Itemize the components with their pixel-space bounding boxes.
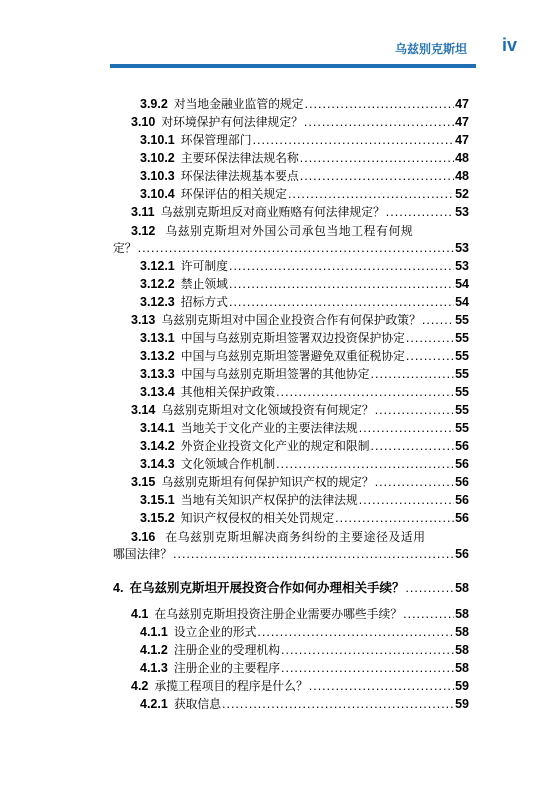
toc-title: 外资企业投资文化产业的规定和限制 <box>180 439 370 453</box>
toc-leader <box>403 606 454 623</box>
toc-page: 58 <box>455 581 469 595</box>
toc-entry-3-12-1[interactable] <box>140 258 469 275</box>
toc-leader <box>371 366 455 383</box>
toc-leader <box>405 580 454 597</box>
toc-page: 59 <box>455 697 469 711</box>
toc-number: 4.1 <box>131 607 149 621</box>
toc-number: 3.10.3 <box>140 169 175 183</box>
toc-entry-3-13-2[interactable] <box>140 348 469 365</box>
toc-entry-3-13-4[interactable] <box>140 384 469 401</box>
toc-title: 设立企业的形式 <box>173 625 257 639</box>
toc-title: 获取信息 <box>173 697 222 711</box>
toc-title: 注册企业的受理机构 <box>173 643 280 657</box>
toc-number: 3.15.1 <box>140 493 175 507</box>
toc-title: 知识产权侵权的相关处罚规定 <box>180 511 335 525</box>
toc-title: 主要环保法律法规名称 <box>180 151 299 165</box>
toc-number: 3.10.2 <box>140 151 175 165</box>
toc-page: 58 <box>455 643 469 657</box>
toc-page: 47 <box>455 115 469 129</box>
toc-number: 3.12.3 <box>140 295 175 309</box>
toc-number: 3.15.2 <box>140 511 175 525</box>
toc-number: 3.12.2 <box>140 277 175 291</box>
toc-leader <box>281 660 454 677</box>
toc-entry-3-15[interactable] <box>131 474 469 491</box>
toc-number: 3.11 <box>131 205 155 219</box>
toc-title: 乌兹别克斯坦反对商业贿赂有何法律规定？ <box>160 205 385 219</box>
toc-leader <box>386 204 454 221</box>
toc-page: 58 <box>455 625 469 639</box>
toc-number: 3.13.1 <box>140 331 175 345</box>
toc-entry-3-12-2[interactable] <box>140 276 469 293</box>
toc-title: 招标方式 <box>180 295 228 309</box>
toc-number: 3.9.2 <box>140 97 168 111</box>
toc-title: 在乌兹别克斯坦开展投资合作如何办理相关手续？ <box>129 581 405 595</box>
toc-number: 4.2.1 <box>140 697 168 711</box>
toc-entry-3-14-3[interactable] <box>140 456 469 473</box>
toc-page: 56 <box>455 457 469 471</box>
toc-leader <box>300 168 454 185</box>
toc-entry-4-1[interactable] <box>131 606 469 623</box>
toc-entry-3-13-1[interactable] <box>140 330 469 347</box>
toc-leader <box>422 312 454 329</box>
toc-leader <box>173 546 454 563</box>
toc-title: 许可制度 <box>180 259 228 273</box>
toc-leader <box>229 294 454 311</box>
toc-page: 54 <box>455 277 469 291</box>
toc-leader <box>309 678 454 695</box>
toc-leader <box>276 384 454 401</box>
toc-page: 53 <box>455 205 469 219</box>
toc-entry-4-1-3[interactable] <box>140 660 469 677</box>
toc-number: 3.12 <box>131 224 156 238</box>
toc-leader <box>304 114 454 131</box>
toc-entry-3-13[interactable] <box>131 312 469 329</box>
toc-page: 48 <box>455 151 469 165</box>
toc-entry-4-2[interactable] <box>131 678 469 695</box>
toc-entry-4-1-2[interactable] <box>140 642 469 659</box>
toc-title: 在乌兹别克斯坦解决商务纠纷的主要途径及适用 <box>165 530 426 544</box>
toc-page: 55 <box>455 331 469 345</box>
toc-title: 中国与乌兹别克斯坦签署避免双重征税协定 <box>180 349 405 363</box>
toc-number: 3.16 <box>131 530 156 544</box>
toc-entry-3-9-2[interactable] <box>140 96 469 113</box>
toc-number: 3.14.1 <box>140 421 175 435</box>
toc-entry-3-14-1[interactable] <box>140 420 469 437</box>
toc-leader <box>359 492 454 509</box>
toc-title: 承揽工程项目的程序是什么？ <box>154 679 308 693</box>
toc-leader <box>371 438 455 455</box>
toc-title-continued: 定？ <box>113 241 137 255</box>
toc-number: 3.13.3 <box>140 367 175 381</box>
toc-number: 4.2 <box>131 679 149 693</box>
toc-number: 3.10.1 <box>140 133 175 147</box>
toc-title: 在乌兹别克斯坦投资注册企业需要办哪些手续？ <box>154 607 403 621</box>
toc-leader <box>375 402 454 419</box>
toc-number: 3.15 <box>131 475 156 489</box>
toc-number: 3.13.2 <box>140 349 175 363</box>
toc-entry-chapter-4[interactable] <box>113 580 469 597</box>
page-number: iv <box>501 35 517 55</box>
toc-number: 4.1.3 <box>140 661 168 675</box>
toc-entry-3-15-1[interactable] <box>140 492 469 509</box>
toc-entry-3-16[interactable] <box>113 546 469 563</box>
toc-number: 3.13.4 <box>140 385 175 399</box>
toc-leader <box>229 276 454 293</box>
toc-number: 3.10 <box>131 115 156 129</box>
toc-page: 53 <box>455 259 469 273</box>
toc-page: 55 <box>455 385 469 399</box>
toc-number: 4.1.2 <box>140 643 168 657</box>
toc-number: 4. <box>113 581 124 595</box>
toc-page: 58 <box>455 661 469 675</box>
toc-leader <box>305 96 455 113</box>
toc-page: 55 <box>455 367 469 381</box>
toc-leader <box>335 510 454 527</box>
toc-title: 乌兹别克斯坦对外国公司承包当地工程有何规 <box>165 224 414 238</box>
toc-title: 注册企业的主要程序 <box>173 661 280 675</box>
toc-page: 56 <box>455 547 469 561</box>
toc-leader <box>359 420 454 437</box>
toc-page: 56 <box>455 511 469 525</box>
toc-page: 55 <box>455 421 469 435</box>
toc-number: 3.12.1 <box>140 259 175 273</box>
toc-title-continued: 哪国法律？ <box>113 547 172 561</box>
toc-number: 3.10.4 <box>140 187 175 201</box>
toc-entry-3-10-4[interactable] <box>140 186 469 203</box>
toc-page: 48 <box>455 169 469 183</box>
toc-title: 当地关于文化产业的主要法律法规 <box>180 421 358 435</box>
toc-leader <box>257 624 454 641</box>
toc-page: 54 <box>455 295 469 309</box>
toc-entry-3-14-2[interactable] <box>140 438 469 455</box>
running-header-title: 乌兹别克斯坦 <box>394 42 467 56</box>
toc-leader <box>300 150 454 167</box>
toc-entry-3-10-2[interactable] <box>140 150 469 167</box>
toc-entry-3-10[interactable] <box>131 114 469 131</box>
toc-number: 3.14 <box>131 403 156 417</box>
toc-title: 中国与乌兹别克斯坦签署的其他协定 <box>180 367 370 381</box>
toc-title: 其他相关保护政策 <box>180 385 276 399</box>
toc-leader <box>406 330 454 347</box>
toc-entry-3-10-1[interactable] <box>140 132 469 149</box>
toc-entry-3-12-line1[interactable] <box>131 222 413 240</box>
toc-entry-3-12-3[interactable] <box>140 294 469 311</box>
toc-page: 55 <box>455 349 469 363</box>
toc-leader <box>406 348 454 365</box>
toc-page: 55 <box>455 313 469 327</box>
toc-page: 56 <box>455 493 469 507</box>
toc-title: 当地有关知识产权保护的法律法规 <box>180 493 358 507</box>
toc-number: 3.14.3 <box>140 457 175 471</box>
toc-title: 环保评估的相关规定 <box>180 187 287 201</box>
toc-title: 对当地金融业监管的规定 <box>173 97 304 111</box>
toc-title: 环保法律法规基本要点 <box>180 169 299 183</box>
toc-number: 3.14.2 <box>140 439 175 453</box>
toc-title: 中国与乌兹别克斯坦签署双边投资保护协定 <box>180 331 405 345</box>
toc-title: 乌兹别克斯坦对中国企业投资合作有何保护政策？ <box>161 313 421 327</box>
toc-title: 文化领域合作机制 <box>180 457 276 471</box>
toc-entry-4-1-1[interactable] <box>140 624 469 641</box>
toc-page: 56 <box>455 475 469 489</box>
toc-page: 58 <box>455 607 469 621</box>
toc-title: 环保管理部门 <box>180 133 252 147</box>
toc-entry-3-15-2[interactable] <box>140 510 469 527</box>
toc-page: 56 <box>455 439 469 453</box>
toc-page: 47 <box>455 133 469 147</box>
toc-entry-3-12[interactable] <box>113 240 469 257</box>
toc-leader <box>138 240 454 257</box>
toc-entry-3-16-line1[interactable] <box>131 528 426 546</box>
toc-title: 乌兹别克斯坦对文化领域投资有何规定？ <box>161 403 374 417</box>
toc-number: 3.13 <box>131 313 156 327</box>
toc-leader <box>253 132 455 149</box>
toc-page: 52 <box>455 187 469 201</box>
toc-page: 59 <box>455 679 469 693</box>
toc-leader <box>288 186 454 203</box>
toc-leader <box>222 696 454 713</box>
toc-entry-4-2-1[interactable] <box>140 696 469 713</box>
toc-leader <box>281 642 454 659</box>
toc-title: 乌兹别克斯坦有何保护知识产权的规定？ <box>161 475 374 489</box>
toc-page: 53 <box>455 241 469 255</box>
toc-title: 对环境保护有何法律规定？ <box>161 115 303 129</box>
toc-entry-3-10-3[interactable] <box>140 168 469 185</box>
toc-page: 55 <box>455 403 469 417</box>
toc-entry-3-11[interactable] <box>131 204 469 221</box>
toc-page: 47 <box>455 97 469 111</box>
toc-leader <box>229 258 454 275</box>
toc-number: 4.1.1 <box>140 625 168 639</box>
toc-title: 禁止领域 <box>180 277 228 291</box>
toc-entry-3-13-3[interactable] <box>140 366 469 383</box>
toc-entry-3-14[interactable] <box>131 402 469 419</box>
toc-leader <box>375 474 454 491</box>
toc-leader <box>276 456 454 473</box>
